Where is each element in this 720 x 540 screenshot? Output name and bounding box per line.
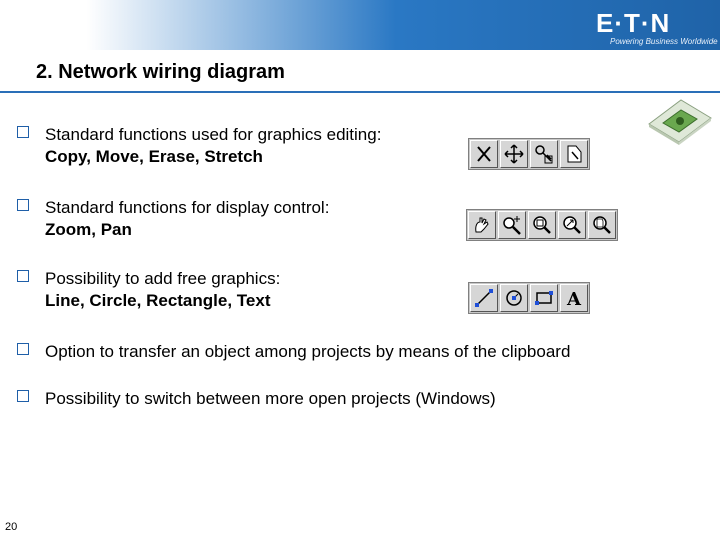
bullet-checkbox-icon — [17, 390, 29, 402]
pan-icon[interactable] — [468, 211, 496, 239]
logo-tagline: Powering Business Worldwide — [610, 37, 718, 46]
bullet-text: Possibility to switch between more open projects (Windows) — [45, 389, 496, 408]
stretch-icon[interactable] — [560, 140, 588, 168]
bullet-checkbox-icon — [17, 199, 29, 211]
bullet-subtext: Zoom, Pan — [45, 220, 132, 239]
move-icon[interactable] — [500, 140, 528, 168]
bullet-checkbox-icon — [17, 270, 29, 282]
erase-icon[interactable] — [530, 140, 558, 168]
network-chip-icon — [643, 96, 715, 146]
zoom-in-icon[interactable] — [498, 211, 526, 239]
page-title: 2. Network wiring diagram — [36, 61, 285, 83]
bullet-text: Possibility to add free graphics: — [45, 269, 281, 288]
bullet-text: Option to transfer an object among projects by means of the clipboard — [45, 342, 571, 361]
text-icon[interactable] — [560, 284, 588, 312]
line-icon[interactable] — [470, 284, 498, 312]
page-number: 20 — [5, 521, 18, 533]
circle-icon[interactable] — [500, 284, 528, 312]
svg-text:A: A — [567, 289, 581, 309]
rectangle-icon[interactable] — [530, 284, 558, 312]
bullet-text: Standard functions for display control: — [45, 198, 330, 217]
bullet-checkbox-icon — [17, 126, 29, 138]
eaton-logo: E·T·N — [596, 8, 671, 38]
zoom-out-icon[interactable] — [528, 211, 556, 239]
bullet-checkbox-icon — [17, 343, 29, 355]
bullet-subtext: Line, Circle, Rectangle, Text — [45, 291, 271, 310]
bullet-text: Standard functions used for graphics editing: — [45, 125, 382, 144]
draw-toolbar — [468, 282, 590, 314]
zoom-window-icon[interactable] — [558, 211, 586, 239]
bullet-subtext: Copy, Move, Erase, Stretch — [45, 147, 263, 166]
cut-icon[interactable] — [470, 140, 498, 168]
view-toolbar — [466, 209, 618, 241]
edit-toolbar — [468, 138, 590, 170]
zoom-page-icon[interactable] — [588, 211, 616, 239]
title-separator — [0, 91, 720, 93]
